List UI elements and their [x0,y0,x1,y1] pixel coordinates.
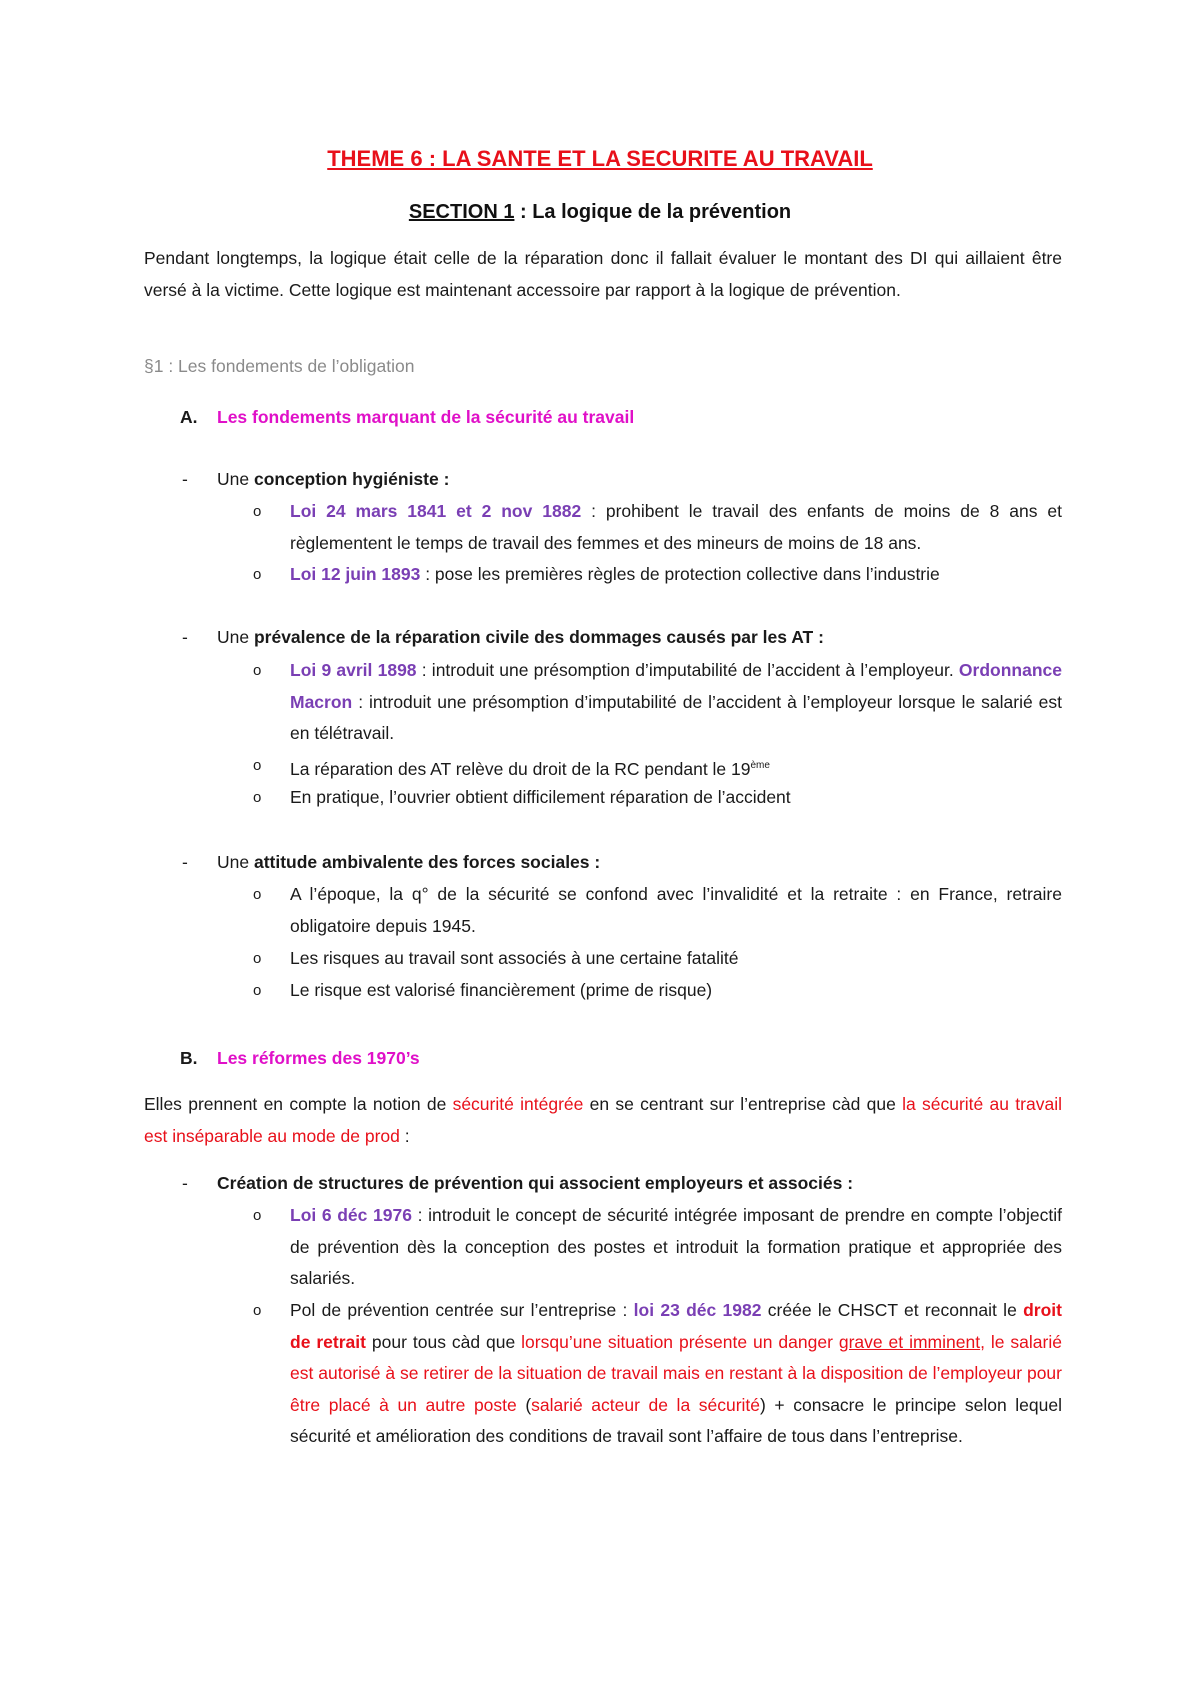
item-text: créée le CHSCT et reconnait le [761,1300,1024,1320]
group4-item1 [290,1200,1062,1295]
highlight-red: lorsqu’une situation présente un danger [521,1331,839,1352]
item-text: : prohibent le travail des enfants de moins de 8 ans et règlementent le temps de travail des femmes et des mineurs de moins de 18 ans. [290,501,1062,553]
dash-marker: - [182,1173,188,1193]
part-a-title: Les fondements marquant de la sécurité au travail [217,407,635,427]
group3-bold: attitude ambivalente des forces sociales : [253,852,601,872]
group2-heading [217,627,824,648]
law-ref: Loi 24 mars 1841 et 2 nov 1882 [290,501,582,521]
group2-item2 [290,750,1062,785]
theme-title: THEME 6 : LA SANTE ET LA SECURITE AU TRAVAIL [327,146,873,171]
paragraph-heading: §1 : Les fondements de l’obligation [144,356,415,376]
item-text: ) + consacre le principe selon lequel sécurité et amélioration des conditions de travail sont l’affaire de tous dans l’entreprise. [290,1394,1062,1446]
part-b-title: Les réformes des 1970’s [217,1048,420,1068]
item-text: : introduit le concept de sécurité intégrée imposant de prendre en compte l’objectif de prévention dès la conception des postes et introduit la formation pratique et appropriée des salariés. [290,1205,1062,1288]
highlight-red: la sécurité au travail est inséparable au mode de prod [144,1094,1062,1146]
group3-pre: Une [217,852,254,872]
group4-item2 [290,1295,1062,1453]
section-heading [0,201,1200,224]
bullet-marker: o [253,757,262,774]
item-text: : introduit une présomption d’imputabilité de l’accident à l’employeur. [416,660,959,680]
text-run: en se centrant sur l’entreprise càd que [583,1094,903,1114]
bullet-marker: o [253,789,262,806]
bullet-marker: o [253,503,262,520]
bullet-marker: o [253,1302,262,1319]
law-ref: loi 23 déc 1982 [633,1300,762,1320]
group2-item3: En pratique, l’ouvrier obtient difficilement réparation de l’accident [290,787,791,807]
law-ref: Ordonnance Macron [290,660,1062,712]
highlight-red: sécurité intégrée [452,1094,584,1114]
group2-item1 [290,655,1062,750]
group3-item3: Le risque est valorisé financièrement (prime de risque) [290,980,713,1000]
item-text: pour tous càd que [365,1331,522,1352]
group2-pre: Une [217,627,254,647]
superscript: ème [750,760,770,771]
group1-pre: Une [217,469,254,489]
group3-heading [217,852,600,873]
bullet-marker: o [253,566,262,583]
bullet-marker: o [253,950,262,967]
group1-item1 [290,496,1062,559]
group4-bold: Création de structures de prévention qui associent employeurs et associés : [217,1173,854,1193]
group1-heading [217,469,449,490]
section-rest: : La logique de la prévention [514,201,792,223]
dash-marker: - [182,627,188,647]
highlight-red: , le salarié est autorisé à se retirer de la situation de travail mais en restant à la disposition de l’employeur pour être placé à un autre poste [290,1331,1062,1415]
group3-item2: Les risques au travail sont associés à une certaine fatalité [290,948,739,968]
section-label: SECTION 1 [408,201,515,223]
part-b-intro [144,1089,1062,1152]
dash-marker: - [182,469,188,489]
underlined-red: grave et imminent [838,1331,981,1352]
group4-heading [217,1173,853,1194]
group3-item1: A l’époque, la q° de la sécurité se confond avec l’invalidité et la retraite : en France, retraire obligatoire depuis 1945. [290,884,1062,936]
item-text: : pose les premières règles de protection collective dans l’industrie [420,564,940,584]
bullet-marker: o [253,982,262,999]
text-run: : [399,1125,410,1146]
law-ref: Loi 9 avril 1898 [290,660,417,680]
part-a-letter: A. [180,407,198,427]
group1-item2 [290,559,1062,591]
law-ref: Loi 6 déc 1976 [290,1205,412,1225]
item-text: La réparation des AT relève du droit de la RC pendant le 19 [290,758,751,779]
law-ref: Loi 12 juin 1893 [290,564,421,584]
group2-bold: prévalence de la réparation civile des dommages causés par les AT : [253,627,824,647]
bullet-marker: o [253,1207,262,1224]
text-run: Elles prennent en compte la notion de [144,1094,453,1114]
bullet-marker: o [253,662,262,679]
part-b-letter: B. [180,1048,198,1068]
item-text: : introduit une présomption d’imputabilité de l’accident à l’employeur lorsque le salarié est en télétravail. [290,691,1062,743]
intro-paragraph: Pendant longtemps, la logique était celle de la réparation donc il fallait évaluer le montant des DI qui aillaient être versé à la victime. Cette logique est maintenant accessoire par rapport à la logique de prévention. [144,248,1062,300]
group1-bold: conception hygiéniste : [253,469,450,489]
bullet-marker: o [253,886,262,903]
dash-marker: - [182,852,188,872]
droit-de-retrait: droit de retrait [290,1300,1062,1352]
highlight-red: salarié acteur de la sécurité [531,1394,761,1415]
item-text: ( [516,1394,532,1415]
item-text: Pol de prévention centrée sur l’entreprise : [290,1300,634,1320]
